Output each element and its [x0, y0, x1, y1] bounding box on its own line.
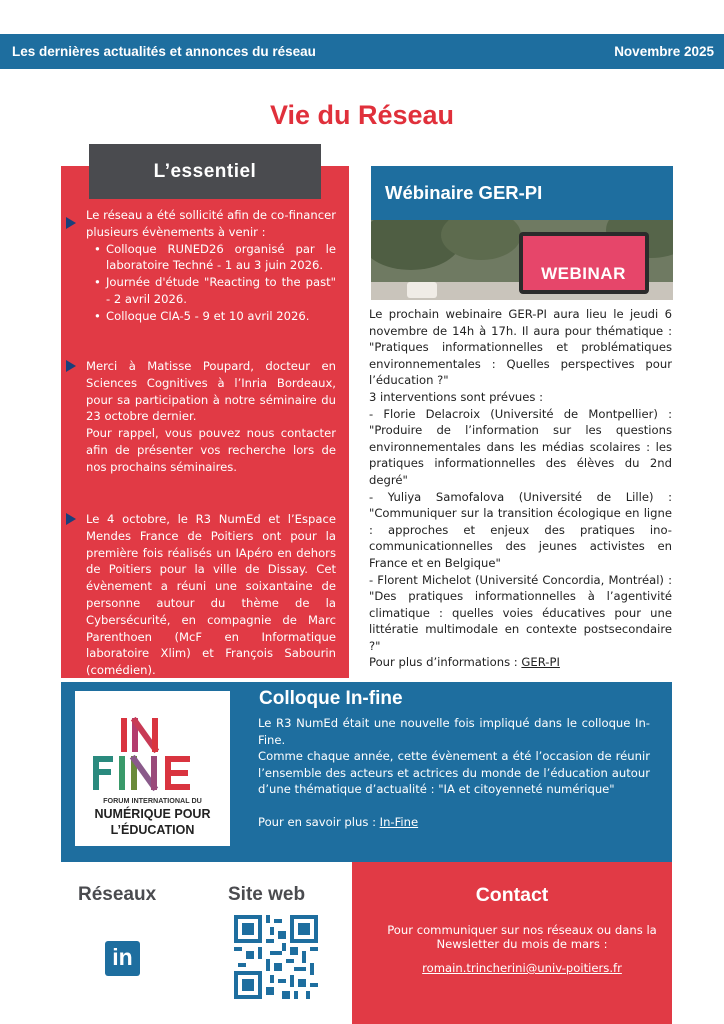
essentiel-block-1 — [86, 207, 336, 325]
webinar-illustration — [371, 220, 673, 300]
colloque-more — [258, 814, 650, 831]
arrow-bullet-icon — [66, 360, 76, 372]
ger-pi-link[interactable]: GER-PI — [521, 655, 560, 670]
list-item: • Colloque RUNED26 organisé par le laboratoire Techné - 1 au 3 juin 2026. — [92, 241, 336, 275]
contact-text: Pour communiquer sur nos réseaux ou dans la Newsletter du mois de mars : — [387, 923, 657, 951]
header-bar — [0, 34, 724, 69]
webinaire-talk-2: - Yuliya Samofalova (Université de Lille) : "Communiquer sur la transition écologique en ligne : approches et enjeux des pratiques ino-communicationnelles des jeunes activistes en France et en Belgique" — [369, 489, 672, 570]
webinar-photo-text: WEBINAR — [541, 264, 626, 283]
essentiel-block-3-text: Le 4 octobre, le R3 NumEd et l’Espace Mendes France de Poitiers ont pour la première fois réalisés un IApéro en dehors de Poitiers pour la ville de Dissay. Cet évènement a réuni une soixantaine de personne autour du thème de la Cybersécurité, en compagnie de Marc Parenthoen (McF en Informatique laboratoire Xlim) et François Sabourin (comédien). — [86, 512, 336, 678]
colloque-title: Colloque In-fine — [259, 688, 403, 709]
colloque-panel — [61, 682, 672, 862]
webinar-photo — [371, 220, 673, 300]
essentiel-title: L’essentiel — [89, 144, 321, 199]
header-date: Novembre 2025 — [614, 44, 714, 59]
contact-panel — [352, 862, 672, 1024]
essentiel-block-2-reminder: Pour rappel, vous pouvez nous contacter afin de présenter vos recherche lors de nos prochains séminaires. — [86, 426, 336, 474]
infine-logo — [75, 691, 230, 846]
in-fine-link[interactable]: In-Fine — [379, 814, 419, 829]
colloque-paragraph-2: Comme chaque année, cette évènement a été l’occasion de réunir l’ensemble des acteurs et actrices du monde de l’éducation autour d’une thématique d’actualité : "IA et citoyenneté numérique" — [258, 749, 650, 797]
list-item: • Colloque CIA-5 - 9 et 10 avril 2026. — [92, 308, 336, 325]
essentiel-block-2-thanks: Merci à Matisse Poupard, docteur en Sciences Cognitives à l’Inria Bordeaux, pour sa participation à notre séminaire du 23 octobre dernier. — [86, 359, 336, 424]
site-web-title: Site web — [228, 884, 306, 905]
arrow-bullet-icon — [66, 217, 76, 229]
section-title: Vie du Réseau — [269, 100, 455, 130]
header-tagline: Les dernières actualités et annonces du réseau — [12, 44, 316, 59]
essentiel-block-1-intro: Le réseau a été sollicité afin de co-financer plusieurs évènements à venir : — [86, 208, 336, 239]
infine-logo-line-3: L’ÉDUCATION — [110, 823, 195, 837]
colloque-paragraph-1: Le R3 NumEd était une nouvelle fois impliqué dans le colloque In-Fine. — [258, 716, 650, 747]
infine-logo-line-2: NUMÉRIQUE POUR — [94, 807, 211, 821]
arrow-bullet-icon — [66, 513, 76, 525]
contact-title: Contact — [475, 884, 549, 906]
webinaire-body — [369, 306, 672, 671]
qr-code-graphic — [234, 915, 318, 999]
webinaire-talk-1: - Florie Delacroix (Université de Montpellier) : "Produire de l’information sur les questions environnementales dans les médias scolaires : les pratiques informationnelles des élèves du 2nd degré" — [369, 406, 672, 487]
essentiel-block-2 — [86, 358, 336, 476]
essentiel-block-3 — [86, 511, 336, 679]
contact-email-link[interactable]: romain.trincherini@univ-poitiers.fr — [422, 961, 622, 975]
webinaire-talk-3: - Florent Michelot (Université Concordia, Montréal) : "Des pratiques informationnelles à l’agentivité climatique : quelles voies éducatives pour une littératie multimodale en contexte postsecondaire ?" — [369, 572, 672, 653]
colloque-more-label: Pour en savoir plus : — [258, 814, 380, 829]
linkedin-icon[interactable] — [105, 941, 140, 976]
contact-email-row — [352, 961, 692, 975]
webinaire-more — [369, 654, 672, 671]
infine-logo-line-1: FORUM INTERNATIONAL DU — [103, 796, 202, 805]
webinaire-count: 3 interventions sont prévues : — [369, 389, 544, 404]
webinaire-title: Wébinaire GER-PI — [371, 166, 673, 220]
list-item: • Journée d'étude "Reacting to the past" - 2 avril 2026. — [92, 274, 336, 308]
qr-code-icon[interactable] — [234, 915, 318, 999]
webinaire-more-label: Pour plus d’informations : — [369, 655, 522, 670]
reseaux-title: Réseaux — [78, 884, 157, 905]
webinaire-intro: Le prochain webinaire GER-PI aura lieu le jeudi 6 novembre de 14h à 17h. Il aura pour thématique : "Pratiques informationnelles et problématiques environnementales : Quelles perspectives pour l’éducation ?" — [369, 307, 672, 388]
essentiel-event-list — [92, 241, 336, 325]
colloque-body — [258, 715, 650, 831]
linkedin-icon-text: in — [112, 944, 133, 970]
